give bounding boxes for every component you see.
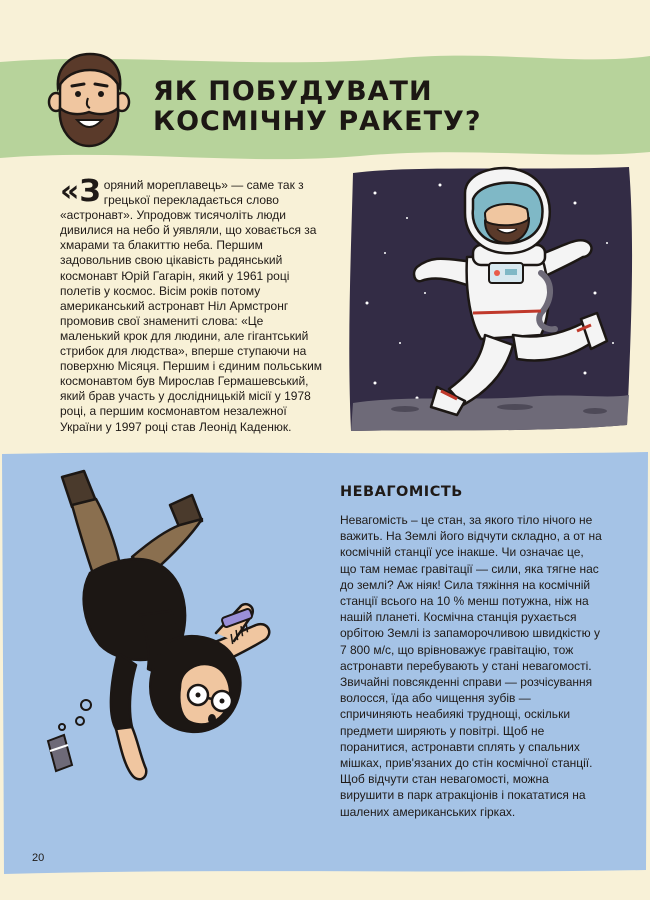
floating-girl-illustration	[20, 465, 320, 815]
section-body: Невагомість – це стан, за якого тіло нічого не важить. На Землі його відчути складно, а от на космічній станції усе інакше. Чи означає це, що там немає гравітації — сили, яка тягне нас до землі? Аж ніяк! Сила тяжіння на космічній станції всього на 10 % менш потужна, ніж на нашій планеті. Космічна станція рухається орбітою Землі із запаморочливою швидкістю у 7 800 м/с, що врівноважує гравітацію, тож астронавти перебувають у стані невагомості. Звичайні повсякденні справи — розчісування волосся, їда або чищення зубів — спричиняють неабиякі труднощі, оскільки предмети ширяють у повітрі. Щоб не поранитися, астронавти сплять у спальних мішках, прив'язаних до стін космічної станції. Щоб відчути стан невагомості, можна вирушити в парк атракціонів і покататися на шалених американських гірках.	[340, 513, 602, 819]
page-number: 20	[32, 852, 45, 864]
page-title-line-1: ЯК ПОБУДУВАТИ	[153, 76, 433, 107]
author-avatar-icon	[44, 50, 134, 150]
page-title-line-2: КОСМІЧНУ РАКЕТУ?	[153, 106, 482, 137]
intro-paragraph	[60, 174, 325, 435]
intro-dropcap: «З	[60, 174, 101, 209]
intro-text: оряний мореплавець» — саме так з грецької перекладається слово «астронавт». Упродовж тисячоліть люди дивилися на небо й уявляли, що ховається за хмарами та блакиттю неба. Першим задовольнив свою цікавість радянський космонавт Юрій Гагарін, який у 1961 році полетів у космос. Вісім років потому американський астронавт Ніл Армстронг промовив свої знамениті слова: «Це маленький крок для людини, але гігантський стрибок для людства», вперше ступаючи на поверхню Місяця. Першим і єдиним польським космонавтом був Мирослав Гермашевський, який брав участь у дослідницькій місії у 1978 році, а першим космонавтом незалежної України у 1997 році став Леонід Каденюк.	[60, 178, 323, 434]
page-title	[153, 77, 481, 137]
astronaut-illustration	[345, 163, 635, 435]
section-title: НЕВАГОМІСТЬ	[340, 484, 463, 500]
